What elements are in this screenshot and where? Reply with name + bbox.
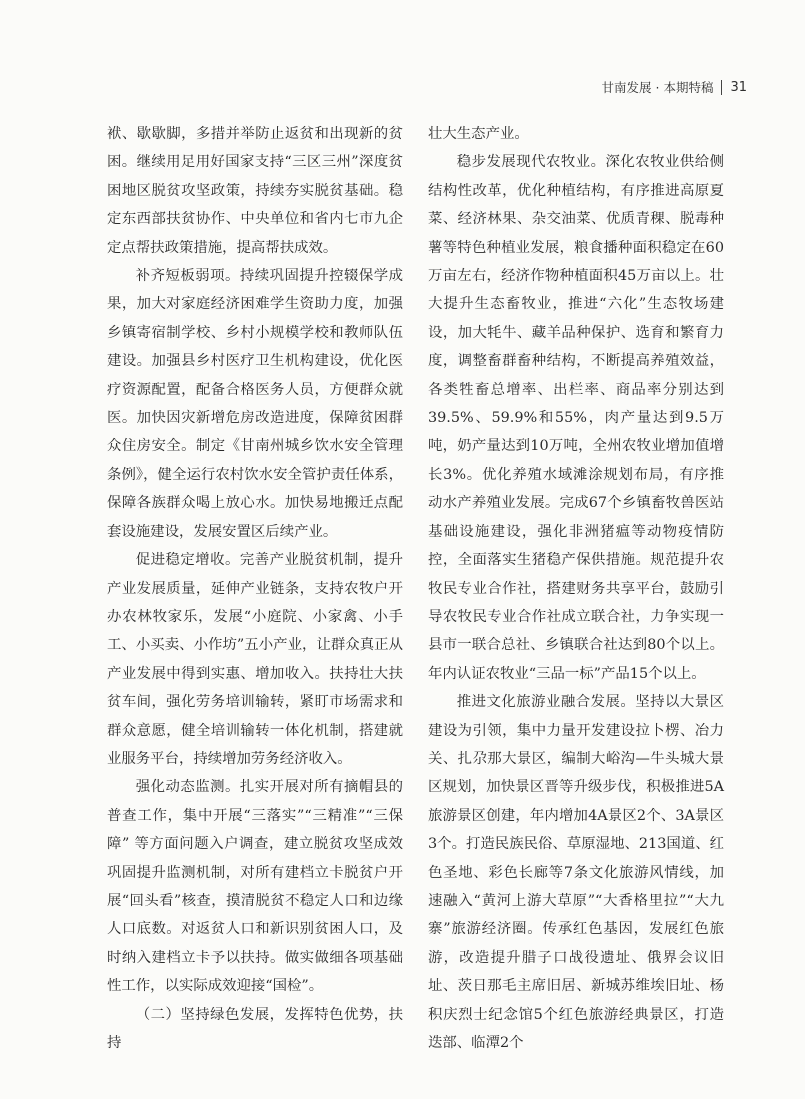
paragraph: （二）坚持绿色发展，发挥特色优势，扶持	[107, 1006, 403, 1051]
right-column	[428, 120, 724, 1057]
header-divider	[721, 80, 722, 95]
page-number: 31	[730, 79, 747, 95]
section-title: 甘南发展 · 本期特稿	[601, 80, 714, 95]
paragraph: 壮大生态产业。	[428, 126, 529, 142]
paragraph: 推进文化旅游业融合发展。坚持以大景区建设为引领，集中力量开发建设拉卜楞、冶力关、扎尕那大景区，编制大峪沟—牛头城大景区规划，加快景区晋等升级步伐，积极推进5A旅游景区创建，年内增加4A景区2个、3A景区3个。打造民族民俗、草原湿地、213国道、红色圣地、彩色长廊等7条文化旅游风情线，加速融入“黄河上游大草原”“大香格里拉”“大九寨”旅游经济圈。传承红色基因，发展红色旅游，改造提升腊子口战役遗址、俄界会议旧址、茨日那毛主席旧居、新城苏维埃旧址、杨积庆烈士纪念馆5个红色旅游经典景区，打造迭部、临潭2个	[428, 694, 724, 1051]
paragraph: 稳步发展现代农牧业。深化农牧业供给侧结构性改革，优化种植结构，有序推进高原夏菜、经济林果、杂交油菜、优质青稞、脱毒种薯等特色种植业发展，粮食播种面积稳定在60万亩左右，经济作物种植面积45万亩以上。壮大提升生态畜牧业，推进“六化”生态牧场建设，加大牦牛、藏羊品种保护、选育和繁育力度，调整畜群畜种结构，不断提高养殖效益，各类牲畜总增率、出栏率、商品率分别达到39.5%、59.9%和55%，肉产量达到9.5万吨，奶产量达到10万吨，全州农牧业增加值增长3%。优化养殖水域滩涂规划布局，有序推动水产养殖业发展。完成67个乡镇畜牧兽医站基础设施建设，强化非洲猪瘟等动物疫情防控，全面落实生猪稳产保供措施。规范提升农牧民专业合作社，搭建财务共享平台，鼓励引导农牧民专业合作社成立联合社，力争实现一县市一联合总社、乡镇联合社达到80个以上。年内认证农牧业“三品一标”产品15个以上。	[428, 154, 724, 682]
paragraph: 袱、歇歇脚，多措并举防止返贫和出现新的贫困。继续用足用好国家支持“三区三州”深度贫困地区脱贫攻坚政策，持续夯实脱贫基础。稳定东西部扶贫协作、中央单位和省内七市九企定点帮扶政策措施，提高帮扶成效。	[107, 126, 403, 256]
paragraph: 强化动态监测。扎实开展对所有摘帽县的普查工作，集中开展“三落实”“三精准”“三保障” 等方面问题入户调查，建立脱贫攻坚成效巩固提升监测机制，对所有建档立卡脱贫户开展“回头看”核查，摸清脱贫不稳定人口和边缘人口底数。对返贫人口和新识别贫困人口，及时纳入建档立卡予以扶持。做实做细各项基础性工作，以实际成效迎接“国检”。	[107, 779, 403, 995]
paragraph: 促进稳定增收。完善产业脱贫机制，提升产业发展质量，延伸产业链条，支持农牧户开办农林牧家乐，发展“小庭院、小家禽、小手工、小买卖、小作坊”五小产业，让群众真正从产业发展中得到实惠、增加收入。扶持壮大扶贫车间，强化劳务培训输转，紧盯市场需求和群众意愿，健全培训输转一体化机制，搭建就业服务平台，持续增加劳务经济收入。	[107, 552, 403, 767]
paragraph: 补齐短板弱项。持续巩固提升控辍保学成果，加大对家庭经济困难学生资助力度，加强乡镇寄宿制学校、乡村小规模学校和教师队伍建设。加强县乡村医疗卫生机构建设，优化医疗资源配置，配备合格医务人员，方便群众就医。加快因灾新增危房改造进度，保障贫困群众住房安全。制定《甘南州城乡饮水安全管理条例》，健全运行农村饮水安全管护责任体系，保障各族群众喝上放心水。加快易地搬迁点配套设施建设，发展安置区后续产业。	[107, 268, 403, 540]
running-header	[602, 78, 747, 96]
left-column	[107, 120, 403, 1057]
